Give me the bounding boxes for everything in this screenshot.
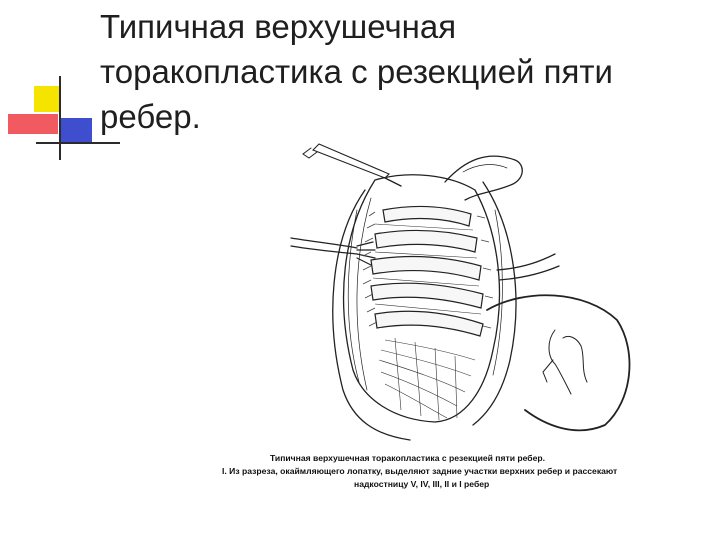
rib-1 <box>383 207 471 226</box>
accent-blue-square <box>60 118 92 142</box>
accent-red-bar <box>8 114 58 134</box>
title-line-1: Типичная верхушечная <box>100 8 457 45</box>
figure-caption <box>222 452 662 491</box>
caption-line-3: надкостницу V, IV, III, II и I ребер <box>354 479 490 489</box>
retractor-flap-top <box>445 156 522 200</box>
rib-3 <box>371 257 481 280</box>
scalpel-handle <box>313 144 389 178</box>
caption-line-2: I. Из разреза, окаймляющего лопатку, выделяют задние участки верхних ребер и рассекают <box>222 466 618 476</box>
rib-stack <box>371 207 483 336</box>
surgical-illustration <box>225 120 645 450</box>
title-line-3: ребер. <box>100 98 201 135</box>
scapula-edge <box>487 295 630 430</box>
retractor-right <box>497 254 555 270</box>
rib-4 <box>371 283 483 308</box>
retractor-left <box>291 238 357 248</box>
caption-line-1: Типичная верхушечная торакопластика с резекцией пяти ребер. <box>270 453 546 463</box>
accent-yellow-square <box>34 86 60 112</box>
title-line-2: торакопластика с резекцией пяти <box>100 53 613 90</box>
slide-title <box>100 4 700 139</box>
rib-5 <box>375 311 483 336</box>
rib-2 <box>375 231 477 252</box>
